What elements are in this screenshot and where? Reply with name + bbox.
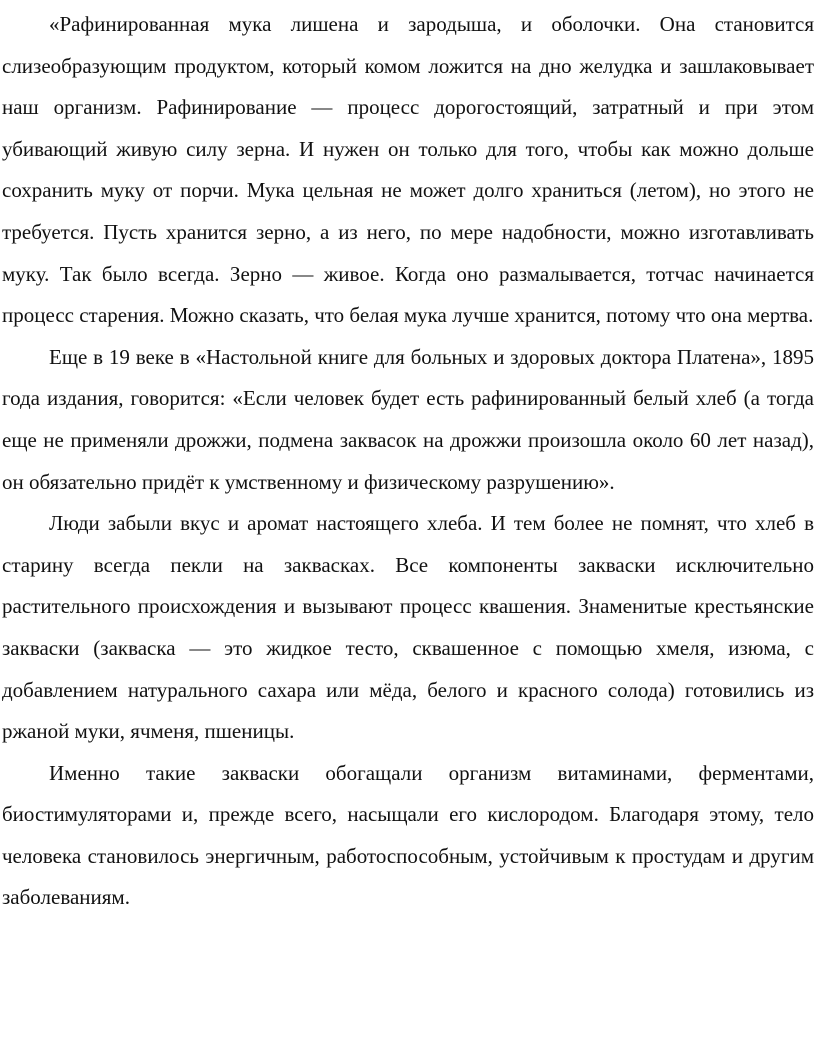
paragraph-sourdough-benefits: Именно такие закваски обогащали организм витаминами, ферментами, биостимуляторами и, прежде всего, насыщали его кислородом. Благодаря этому, тело человека становилось энергичным, работоспособным, устойчивым к простудам и другим заболеваниям. [2,760,814,910]
paragraph-refined-flour: «Рафинированная мука лишена и зародыша, и оболочки. Она становится слизеобразующим продуктом, который комом ложится на дно желудка и зашлаковывает наш организм. Рафинирование — процесс дорогостоящий, затратный и при этом убивающий живую силу зерна. И нужен он только для того, чтобы как можно дольше сохранить муку от порчи. Мука цельная не может долго храниться (летом), но этого не требуется. Пусть хранится зерно, а из него, по мере надобности, можно изготавливать муку. Так было всегда. Зерно — живое. Когда оно размалывается, тотчас начинается процесс старения. Можно сказать, что белая мука лучше хранится, потому что она мертва. [2,12,814,328]
paragraph-sourdough-history: Люди забыли вкус и аромат настоящего хлеба. И тем более не помнят, что хлеб в старину всегда пекли на заквасках. Все компоненты закваски исключительно растительного происхождения и вызывают процесс квашения. Знаменитые крестьянские закваски (закваска — это жидкое тесто, сквашенное с помощью хмеля, изюма, с добавлением натурального сахара или мёда, белого и красного солода) готовились из ржаной муки, ячменя, пшеницы. [2,511,814,744]
paragraph-platen-quote: Еще в 19 веке в «Настольной книге для больных и здоровых доктора Платена», 1895 года издания, говорится: «Если человек будет есть рафинированный белый хлеб (а тогда еще не применяли дрожжи, подмена заквасок на дрожжи произошла около 60 лет назад), он обязательно придёт к умственному и физическому разрушению». [2,344,814,494]
